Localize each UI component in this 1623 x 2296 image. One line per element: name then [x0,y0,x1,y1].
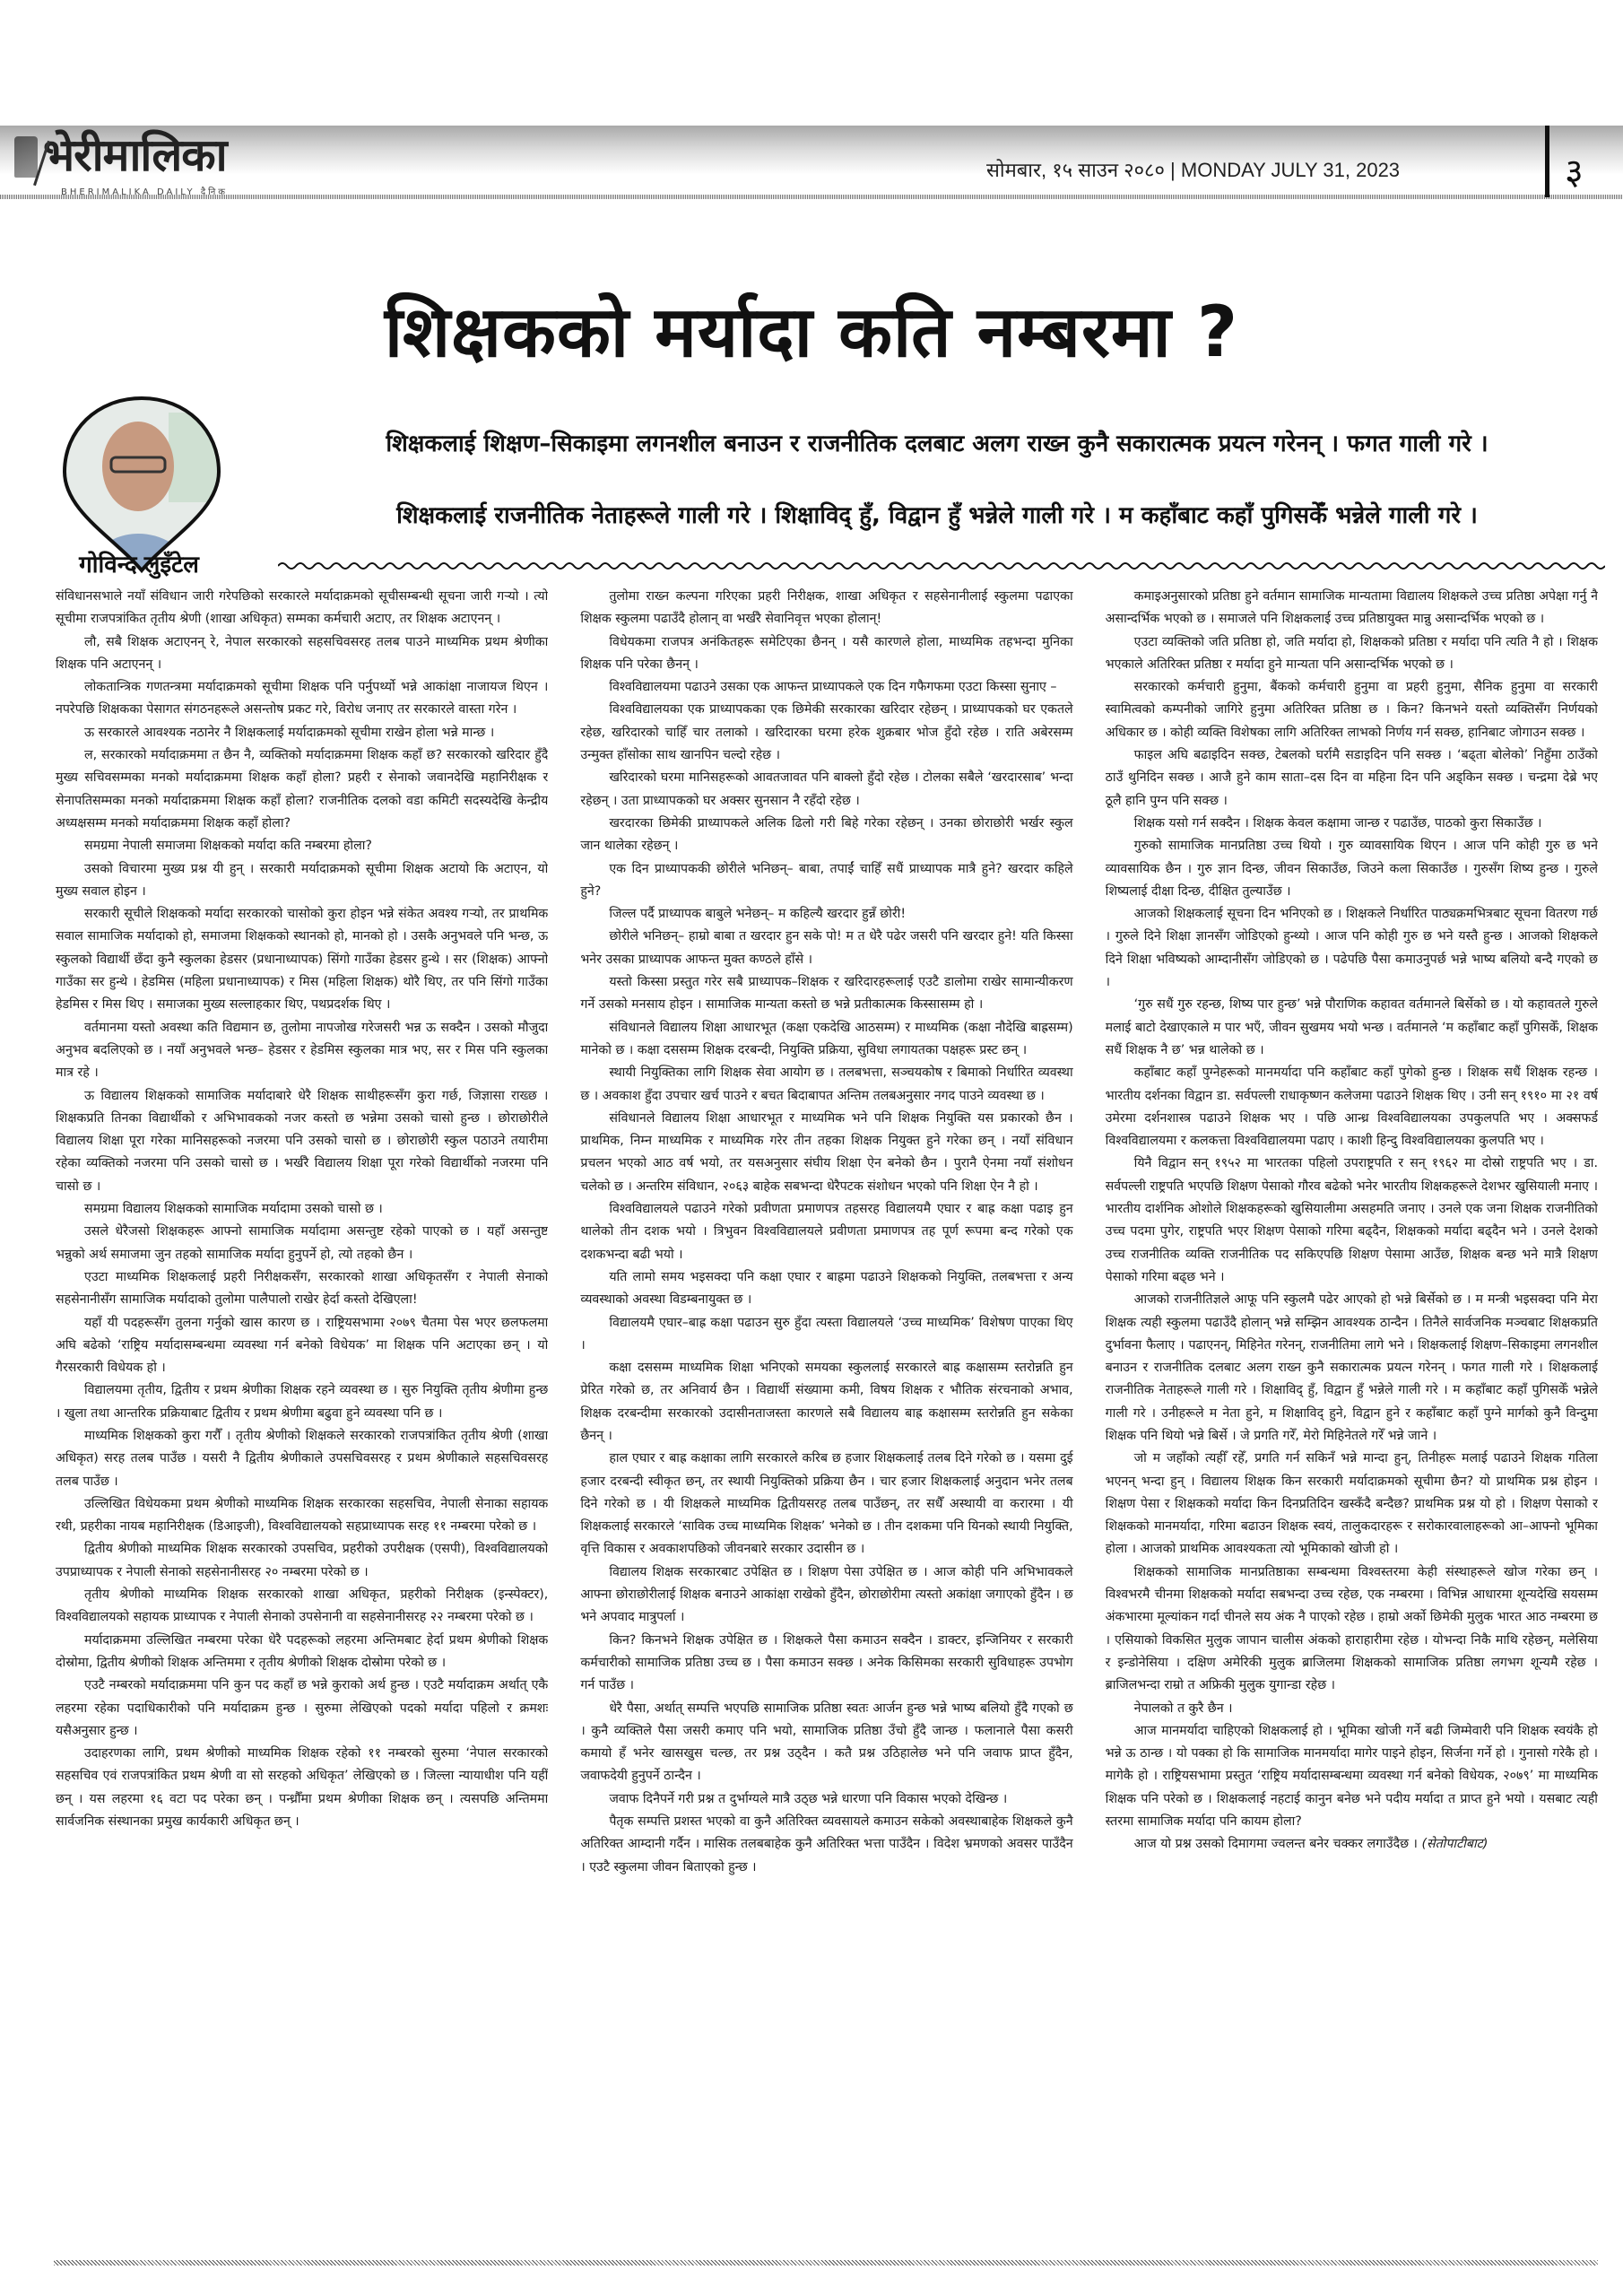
article-paragraph: विद्यालयमै एघार–बाह्र कक्षा पढाउन सुरु हुँदा त्यस्ता विद्यालयले ‘उच्च माध्यमिक’ विशेषण पाएका थिए । [580,1315,1073,1352]
article-paragraph: शिक्षकको सामाजिक मानप्रतिष्ठाका सम्बन्धमा विश्वस्तरमा केही संस्थाहरूले खोज गरेका छन् । विश्वभरमै चीनमा शिक्षकको मर्यादा सबभन्दा उच्च रहेछ, एक नम्बरमा । विभिन्न आधारमा शून्यदेखि सयसम्म अंकभारमा मूल्यांकन गर्दा चीनले सय अंक नै पाएको रहेछ । हाम्रो अर्को छिमेकी मुलुक भारत आठ नम्बरमा छ । एसियाको विकसित मुलुक जापान चालीस अंकको हाराहारीमा रहेछ । योभन्दा निकै माथि रहेछन्, मलेसिया र इन्डोनेसिया । दक्षिण अमेरिकी मुलुक ब्राजिलमा शिक्षकको सामाजिक प्रतिष्ठा लगभग शून्यमै रहेछ । ब्राजिलभन्दा राम्रो त अफ्रिकी मुलुक युगान्डा रहेछ । [1105,1564,1598,1693]
article-paragraph: तृतीय श्रेणीको माध्यमिक शिक्षक सरकारको शाखा अधिकृत, प्रहरीको निरीक्षक (इन्स्पेक्टर), विश्वविद्यालयको सहायक प्राध्यापक र नेपाली सेनाको उपसेनानी वा सहसेनानीसरह २२ नम्बरमा परेको छ । [56,1587,549,1625]
article-paragraph: विद्यालय शिक्षक सरकारबाट उपेक्षित छ । शिक्षण पेसा उपेक्षित छ । आज कोही पनि अभिभावकले आफ्ना छोराछोरीलाई शिक्षक बनाउने आकांक्षा राखेको हुँदैन, छोराछोरीमा त्यस्तो अकांक्षा जगाएको हुँदैन । छ भने अपवाद मात्रुपर्ला । [580,1564,1073,1625]
article-paragraph: धेरै पैसा, अर्थात् सम्पत्ति भएपछि सामाजिक प्रतिष्ठा स्वतः आर्जन हुन्छ भन्ने भाष्य बलियो हुँदै गएको छ । कुनै व्यक्तिले पैसा जसरी कमाए पनि भयो, सामाजिक प्रतिष्ठा उँचो हुँदै जान्छ । फलानाले पैसा कसरी कमायो हँ भनेर खासखुस चल्छ, तर प्रश्न उठ्दैन । कतै प्रश्न उठिहालेछ भने पनि जवाफ प्राप्त हुँदैन, जवाफदेयी हुनुपर्ने ठान्दैन । [580,1700,1073,1784]
pullquote: शिक्षकलाई राजनीतिक नेताहरूले गाली गरे । शिक्षाविद् हुँ, विद्वान हुँ भन्नेले गाली गरे । म कहाँबाट कहाँ पुगिसकेँ भन्नेले गाली गरे । [396,502,1478,529]
article-paragraph: विश्वविद्यालयमा पढाउने उसका एक आफन्त प्राध्यापकले एक दिन गफैगफमा एउटा किस्सा सुनाए – [609,680,1057,695]
article-paragraph: आजको शिक्षकलाई सूचना दिन भनिएको छ । शिक्षकले निर्धारित पाठ्यक्रमभित्रबाट सूचना वितरण गर्छ । गुरुले दिने शिक्षा ज्ञानसँग जोडिएको हुन्थ्यो । आज पनि कोही गुरु छ भने यस्तै हुन्छ । आजको शिक्षकले दिने शिक्षा भविष्यको आम्दानीसँग जोडिएको छ । पढेपछि पैसा कमाउनुपर्छ भन्ने भाष्य बलियो बन्दै गएको छ । [1105,907,1598,990]
article-column [56,586,548,2249]
logo-subtitle: BHERIMALIKA DAILY दैनिक [61,187,228,197]
article-paragraph: आज मानमर्यादा चाहिएको शिक्षकलाई हो । भूमिका खोजी गर्ने बढी जिम्मेवारी पनि शिक्षक स्वयंकै हो भन्ने ऊ ठान्छ । यो पक्का हो कि सामाजिक मानमर्यादा मागेर पाइने होइन, सिर्जना गर्ने हो । गुनासो गरेकै हो । मागेकै हो । राष्ट्रियसभामा प्रस्तुत ‘राष्ट्रिय मर्यादासम्बन्धमा व्यवस्था गर्न बनेको विधेयक, २०७९’ मा माध्यमिक शिक्षक पनि परेको छ । शिक्षकलाई नहटाई कानुन बनेछ भने पदीय मर्यादा त प्राप्त हुने भयो । यसबाट त्यही स्तरमा सामाजिक मर्यादा पनि कायम होला? [1105,1723,1598,1830]
article-body [56,586,1598,2249]
source-credit: (सेतोपाटीबाट) [1421,1837,1488,1852]
article-paragraph: एउटा माध्यमिक शिक्षकलाई प्रहरी निरीक्षकसँग, सरकारको शाखा अधिकृतसँग र नेपाली सेनाको सहसेनानीसँग सामाजिक मर्यादाको तुलोमा पालैपालो राखेर हेर्दा कस्तो देखिएला! [56,1269,549,1308]
issue-date [986,156,1400,183]
article-paragraph: लोकतान्त्रिक गणतन्त्रमा मर्यादाक्रमको सूचीमा शिक्षक पनि पर्नुपर्थ्यो भन्ने आकांक्षा नाजायज थिएन । नपरेपछि शिक्षकका पेसागत संगठनहरूले असन्तोष प्रकट गरे, विरोध जनाए तर सरकारले वास्ता गरेन । [56,680,549,718]
article-paragraph: गुरुको सामाजिक मानप्रतिष्ठा उच्च थियो । गुरु व्यावसायिक थिएन । आज पनि कोही गुरु छ भने व्यावसायिक छैन । गुरु ज्ञान दिन्छ, जीवन सिकाउँछ, जिउने कला सिकाउँछ । गुरुसँग शिष्य हुन्छ । गुरुले शिष्यलाई दीक्षा दिन्छ, दीक्षित तुल्याउँछ । [1105,839,1598,899]
article-paragraph: यस्तो किस्सा प्रस्तुत गरेर सबै प्राध्यापक–शिक्षक र खरिदारहरूलाई एउटै डालोमा राखेर सामान्यीकरण गर्ने उसको मनसाय होइन । सामाजिक मान्यता कस्तो छ भन्ने प्रतीकात्मक किस्सासम्म हो । [580,975,1073,1013]
article-paragraph: ऊ विद्यालय शिक्षकको सामाजिक मर्यादाबारे धेरै शिक्षक साथीहरूसँग कुरा गर्छ, जिज्ञासा राख्छ । शिक्षकप्रति तिनका विद्यार्थीको र अभिभावकको नजर कस्तो छ भन्नेमा उसको चासो हुन्छ । छोराछोरीले विद्यालय शिक्षा पूरा गरेका मानिसहरूको नजरमा पनि उसको चासो छ । छोराछोरी स्कुल पठाउने तयारीमा रहेका व्यक्तिको नजरमा पनि उसको चासो छ । भर्खरै विद्यालय शिक्षा पूरा गरेको विद्यार्थीको नजरमा पनि चासो छ । [56,1088,549,1194]
article-paragraph: जिल्ल पर्दै प्राध्यापक बाबुले भनेछन्– म कहिल्यै खरदार हुन्नँ छोरी! [609,907,907,922]
article-paragraph: खरिदारको घरमा मानिसहरूको आवतजावत पनि बाक्लो हुँदो रहेछ । टोलका सबैले ‘खरदारसाब’ भन्दा रहेछन् । उता प्राध्यापकको घर अक्सर सुनसान नै रहँदो रहेछ । [580,770,1073,808]
article-paragraph: कहाँबाट कहाँ पुग्नेहरूको मानमर्यादा पनि कहाँबाट कहाँ पुगेको हुन्छ । शिक्षक सधैं शिक्षक रहन्छ । भारतीय दर्शनका विद्वान डा. सर्वपल्ली राधाकृष्णन कलेजमा पढाउने शिक्षक थिए । उनी सन् १९१० मा २१ वर्ष उमेरमा दर्शनशास्त्र पढाउने शिक्षक भए । पछि आन्ध्र विश्वविद्यालयका उपकुलपति भए । अक्सफर्ड विश्वविद्यालयमा र कलकत्ता विश्वविद्यालयमा पढाए । काशी हिन्दु विश्वविद्यालयका कुलपति भए । [1105,1065,1598,1149]
article-paragraph: एउटै नम्बरको मर्यादाक्रममा पनि कुन पद कहाँ छ भन्ने कुराको अर्थ हुन्छ । एउटै मर्यादाक्रम अर्थात् एकै लहरमा रहेका पदाधिकारीको पनि मर्यादाक्रम हुन्छ । सुरुमा लेखिएको पदको मर्यादा पहिलो र क्रमशः यसैअनुसार हुन्छ । [56,1678,549,1738]
quill-icon [14,136,38,178]
article-paragraph: संविधानले विद्यालय शिक्षा आधारभूत र माध्यमिक भने पनि शिक्षक नियुक्ति यस प्रकारको छैन । प्राथमिक, निम्न माध्यमिक र माध्यमिक गरेर तीन तहका शिक्षक नियुक्त हुने गरेका छन् । नयाँ संविधान प्रचलन भएको आठ वर्ष भयो, तर यसअनुसार संघीय शिक्षा ऐन बनेको छैन । पुरानै ऐनमा नयाँ संशोधन चलेको छ । अन्तरिम संविधान, २०६३ बाहेक सबभन्दा धेरैपटक संशोधन भएको पनि शिक्षा ऐन नै हो । [580,1110,1073,1194]
article-paragraph: उदाहरणका लागि, प्रथम श्रेणीको माध्यमिक शिक्षक रहेको ११ नम्बरको सुरुमा ‘नेपाल सरकारको सहसचिव एवं राजपत्रांकित प्रथम श्रेणी वा सो सरहको अधिकृत’ लेखिएको छ । जिल्ला न्यायाधीश पनि यहीँ छन् । यस लहरमा १६ वटा पद परेका छन् । पन्ध्रौँमा प्रथम श्रेणीका शिक्षक छन् । त्यसपछि अन्तिममा सार्वजनिक संस्थानका प्रमुख कार्यकारी अधिकृत छन् । [56,1746,549,1830]
article-paragraph: वर्तमानमा यस्तो अवस्था कति विद्यमान छ, तुलोमा नापजोख गरेजसरी भन्न ऊ सक्दैन । उसको मौजुदा अनुभव बदलिएको छ । नयाँ अनुभवले भन्छ– हेडसर र हेडमिस स्कुलका मात्र भए, सर र मिस पनि स्कुलका मात्र रहे । [56,1020,549,1081]
newspaper-logo[interactable] [14,128,228,197]
article-paragraph: माध्यमिक शिक्षकको कुरा गरौँ । तृतीय श्रेणीको शिक्षकले सरकारको राजपत्रांकित तृतीय श्रेणी (शाखा अधिकृत) सरह तलब पाउँछ । यसरी नै द्वितीय श्रेणीकाले उपसचिवसरह र प्रथम श्रेणीकाले सहसचिवसरह तलब पाउँछ । [56,1428,549,1489]
author-name: गोविन्द लुइँटेल [79,552,199,578]
footer-rule [54,2260,1598,2266]
article-paragraph: मर्यादाक्रममा उल्लिखित नम्बरमा परेका धेरै पदहरूको लहरमा अन्तिमबाट हेर्दा प्रथम श्रेणीको शिक्षक दोस्रोमा, द्वितीय श्रेणीको शिक्षक अन्तिममा र तृतीय श्रेणीको शिक्षक दोस्रोमा परेको छ । [56,1632,549,1670]
article-paragraph: यिनै विद्वान सन् १९५२ मा भारतका पहिलो उपराष्ट्रपति र सन् १९६२ मा दोस्रो राष्ट्रपति भए । डा. सर्वपल्ली राष्ट्रपति भएपछि शिक्षण पेसाको गौरव बढेको भनेर भारतीय शिक्षकहरूले देशभर खुसियाली मनाए । भारतीय दार्शनिक ओशोले शिक्षकहरूको खुसियालीमा असहमति जनाए । उनले एक जना शिक्षक राजनीतिको उच्च पदमा पुगेर, राष्ट्रपति भएर शिक्षण पेसाको गरिमा बढ्दैन, शिक्षकको मर्यादा बढ्दैन भने । उनले देशको उच्च राजनीतिक व्यक्ति राजनीतिक पद सकिएपछि शिक्षण पेसामा आउँछ, शिक्षक बन्छ भने मात्रै शिक्षण पेसाको गरिमा बढ्छ भने । [1105,1156,1598,1284]
article-column [580,586,1072,2249]
page-number: ३ [1565,152,1584,193]
date-english: | MONDAY JULY 31, 2023 [1170,159,1401,181]
article-paragraph: हाल एघार र बाह्र कक्षाका लागि सरकारले करिब छ हजार शिक्षकलाई तलब दिने गरेको छ । यसमा दुई हजार दरबन्दी स्वीकृत छन्, तर स्थायी नियुक्तिको प्रक्रिया छैन । चार हजार शिक्षकलाई अनुदान भनेर तलब दिने गरेको छ । यी शिक्षकले माध्यमिक द्वितीयसरह तलब पाउँछन्, तर सधैँ अस्थायी वा करारमा । यी शिक्षकलाई सरकारले ‘साविक उच्च माध्यमिक शिक्षक’ भनेको छ । तीन दशकमा पनि यिनको स्थायी नियुक्ति, वृत्ति विकास र अवकाशपछिको जीवनबारे सरकार उदासीन छ । [580,1451,1073,1557]
masthead-rule [0,195,1623,199]
article-paragraph: आज यो प्रश्न उसको दिमागमा ज्वलन्त बनेर चक्कर लगाउँदैछ । (सेतोपाटीबाट) [1133,1837,1488,1852]
article-paragraph: यति लामो समय भइसक्दा पनि कक्षा एघार र बाह्रमा पढाउने शिक्षकको नियुक्ति, तलबभत्ता र अन्य व्यवस्थाको अवस्था विडम्बनायुक्त छ । [580,1269,1073,1308]
article-paragraph: द्वितीय श्रेणीको माध्यमिक शिक्षक सरकारको उपसचिव, प्रहरीको उपरीक्षक (एसपी), विश्वविद्यालयको उपप्राध्यापक र नेपाली सेनाको सहसेनानीसरह २० नम्बरमा परेको छ । [56,1542,549,1579]
article-paragraph: स्थायी नियुक्तिका लागि शिक्षक सेवा आयोग छ । तलबभत्ता, सञ्चयकोष र बिमाको निर्धारित व्यवस्था छ । अवकाश हुँदा उपचार खर्च पाउने र बचत बिदाबापत अन्तिम तलबअनुसार नगद पाउने व्यवस्था छ । [580,1065,1073,1103]
article-paragraph: समग्रमा विद्यालय शिक्षकको सामाजिक मर्यादामा उसको चासो छ । [84,1202,383,1217]
article-paragraph: छोरीले भनिछन्– हाम्रो बाबा त खरदार हुन सके पो! म त धेरै पढेर जसरी पनि खरदार हुने! यति किस्सा भनेर उसका प्राध्यापक आफन्त मुक्त कण्ठले हाँसे । [580,929,1073,967]
wavy-divider [278,560,1605,572]
article-paragraph: संविधानले विद्यालय शिक्षा आधारभूत (कक्षा एकदेखि आठसम्म) र माध्यमिक (कक्षा नौदेखि बाह्रसम्म) मानेको छ । कक्षा दससम्म शिक्षक दरबन्दी, नियुक्ति प्रक्रिया, सुविधा लगायतका पक्षहरू प्रस्ट छन् । [580,1020,1073,1057]
article-paragraph: पैतृक सम्पत्ति प्रशस्त भएको वा कुनै अतिरिक्त व्यवसायले कमाउन सकेको अवस्थाबाहेक शिक्षकले कुनै अतिरिक्त आम्दानी गर्दैन । मासिक तलबबाहेक कुनै अतिरिक्त भत्ता पाउँदैन । विदेश भ्रमणको अवसर पाउँदैन । एउटै स्कुलमा जीवन बिताएको हुन्छ । [580,1814,1073,1874]
article-column [1106,586,1598,2249]
article-paragraph: आजको राजनीतिज्ञले आफू पनि स्कुलमै पढेर आएको हो भन्ने बिर्सेको छ । म मन्त्री भइसक्दा पनि मेरा शिक्षक त्यही स्कुलमा पढाउँदै होलान् भन्ने सम्झिन आवश्यक ठान्दैन । तिनैले सार्वजनिक मञ्चबाट शिक्षकप्रति दुर्भावना फैलाए । पढाएनन्, मिहिनेत गरेनन्, राजनीतिमा लागे भने । शिक्षकलाई शिक्षण–सिकाइमा लगनशील बनाउन र राजनीतिक दलबाट अलग राख्न कुनै सकारात्मक प्रयत्न गरेनन् । फगत गाली गरे । शिक्षकलाई राजनीतिक नेताहरूले गाली गरे । शिक्षाविद् हुँ, विद्वान हुँ भन्नेले गाली गरे । म कहाँबाट कहाँ पुगिसकेँ भन्नेले गाली गरे । उनीहरूले म नेता हुने, म शिक्षाविद् हुने, विद्वान हुने र कहाँबाट कहाँ पुग्ने मार्गको कुनै विन्दुमा शिक्षक पनि थियो भन्ने बिर्से । जे प्रगति गरेँ, मेरो मिहिनेतले गरेँ भन्ने जाने । [1105,1292,1598,1443]
article-paragraph: किन? किनभने शिक्षक उपेक्षित छ । शिक्षकले पैसा कमाउन सक्दैन । डाक्टर, इन्जिनियर र सरकारी कर्मचारीको सामाजिक प्रतिष्ठा उच्च छ । पैसा कमाउन सक्छ । अनेक किसिमका सरकारी सुविधाहरू उपभोग गर्न पाउँछ । [580,1632,1073,1693]
article-paragraph: संविधानसभाले नयाँ संविधान जारी गरेपछिको सरकारले मर्यादाक्रमको सूचीसम्बन्धी सूचना जारी गर्‍यो । त्यो सूचीमा राजपत्रांकित तृतीय श्रेणी (शाखा अधिकृत) सम्मका कर्मचारी अटाए, तर शिक्षक अटाएनन् । [56,589,549,627]
article-paragraph: विश्वविद्यालयका एक प्राध्यापकका एक छिमेकी सरकारका खरिदार रहेछन् । प्राध्यापकको घर एकतले रहेछ, खरिदारको चाहिँ चार तलाको । खरिदारका घरमा हरेक शुक्रबार भोज हुँदो रहेछ । राति अबेरसम्म उन्मुक्त हाँसोका साथ खानपिन चल्दो रहेछ । [580,702,1073,763]
article-paragraph: फाइल अघि बढाइदिन सक्छ, टेबलको घर्रामै सडाइदिन पनि सक्छ । ‘बढ्ता बोलेको’ निहुँमा ठाउँको ठाउँ थुनिदिन सक्छ । आजै हुने काम साता–दस दिन वा महिना दिन पनि अड्किन सक्छ । चन्द्रमा देब्रे भए ठूलै हानि पुग्न पनि सक्छ । [1105,748,1598,808]
article-paragraph: एउटा व्यक्तिको जति प्रतिष्ठा हो, जति मर्यादा हो, शिक्षकको प्रतिष्ठा र मर्यादा पनि त्यति नै हो । शिक्षक भएकाले अतिरिक्त प्रतिष्ठा र मर्यादा हुने मान्यता पनि असान्दर्भिक भएको छ । [1105,634,1598,672]
article-paragraph: ल, सरकारको मर्यादाक्रममा त छैन नै, व्यक्तिको मर्यादाक्रममा शिक्षक कहाँ छ? सरकारको खरिदार हुँदै मुख्य सचिवसम्मका मनको मर्यादाक्रममा शिक्षक कहाँ होला? प्रहरी र सेनाको जवानदेखि महानिरीक्षक र सेनापतिसम्मका मनको मर्यादाक्रममा शिक्षक कहाँ होला? राजनीतिक दलको वडा कमिटी सदस्यदेखि केन्द्रीय अध्यक्षसम्म मनको मर्यादाक्रममा शिक्षक कहाँ होला? [56,748,549,831]
article-paragraph: सरकारी सूचीले शिक्षकको मर्यादा सरकारको चासोको कुरा होइन भन्ने संकेत अवश्य गर्‍यो, तर प्राथमिक सवाल सामाजिक मर्यादाको हो, समाजमा शिक्षकको स्थानको हो, मानको हो । उसकै अनुभवले पनि भन्छ, ऊ स्कुलको विद्यार्थी छँदा कुनै स्कुलका हेडसर (प्रधानाध्यापक) सिंगो गाउँका हेडसर हुन्थे । सर (शिक्षक) आफ्नो गाउँका सर हुन्थे । हेडमिस (महिला प्रधानाध्यापक) र मिस (महिला शिक्षक) थोरै थिए, तर पनि सिंगो गाउँका हेडमिस र मिस थिए । समाजका मुख्य सल्लाहकार थिए, पथप्रदर्शक थिए । [56,907,549,1013]
article-headline: शिक्षकको मर्यादा कति नम्बरमा ? [384,292,1239,374]
article-paragraph: विधेयकमा राजपत्र अनंकितहरू समेटिएका छैनन् । यसै कारणले होला, माध्यमिक तहभन्दा मुनिका शिक्षक पनि परेका छैनन् । [580,634,1073,672]
date-nepali: सोमबार, १५ साउन २०८० [986,159,1165,181]
article-paragraph: कक्षा दससम्म माध्यमिक शिक्षा भनिएको समयका स्कुललाई सरकारले बाह्र कक्षासम्म स्तरोन्नति हुन प्रेरित गरेको छ, तर अनिवार्य छैन । विद्यार्थी संख्यामा कमी, विषय शिक्षक र भौतिक संरचनाको अभाव, शिक्षक दरबन्दीमा सरकारको उदासीनताजस्ता कारणले सबै विद्यालय बाह्र कक्षासम्म स्तरोन्नति हुन सकेका छैनन् । [580,1361,1073,1443]
article-paragraph: उल्लिखित विधेयकमा प्रथम श्रेणीको माध्यमिक शिक्षक सरकारका सहसचिव, नेपाली सेनाका सहायक रथी, प्रहरीका नायब महानिरीक्षक (डिआइजी), विश्वविद्यालयको सहप्राध्यापक सरह ११ नम्बरमा परेको छ । [56,1496,549,1535]
article-paragraph: विश्वविद्यालयले पढाउने गरेको प्रवीणता प्रमाणपत्र तहसरह विद्यालयमै एघार र बाह्र कक्षा पढाइ हुन थालेको तीन दशक भयो । त्रिभुवन विश्वविद्यालयले प्रवीणता प्रमाणपत्र तह पूर्ण रूपमा बन्द गरेको एक दशकभन्दा बढी भयो । [580,1202,1073,1262]
article-paragraph: कमाइअनुसारको प्रतिष्ठा हुने वर्तमान सामाजिक मान्यतामा विद्यालय शिक्षकले उच्च प्रतिष्ठा अपेक्षा गर्नु नै असान्दर्भिक भएको छ । समाजले पनि शिक्षकलाई उच्च प्रतिष्ठायुक्त मान्नु असान्दर्भिक भएको छ । [1105,589,1598,627]
pullquote: शिक्षकलाई शिक्षण–सिकाइमा लगनशील बनाउन र राजनीतिक दलबाट अलग राख्न कुनै सकारात्मक प्रयत्न गरेनन् । फगत गाली गरे । [386,430,1488,457]
article-paragraph: खरदारका छिमेकी प्राध्यापकले अलिक ढिलो गरी बिहे गरेका रहेछन् । उनका छोराछोरी भर्खर स्कुल जान थालेका रहेछन् । [580,815,1073,854]
article-paragraph: उसले धेरैजसो शिक्षकहरू आफ्नो सामाजिक मर्यादामा असन्तुष्ट रहेको पाएको छ । यहाँ असन्तुष्ट भन्नुको अर्थ समाजमा जुन तहको सामाजिक मर्यादा हुनुपर्ने हो, त्यो तहको छैन । [56,1224,549,1262]
article-paragraph: एक दिन प्राध्यापककी छोरीले भनिछन्– बाबा, तपाईं चाहिँ सधैं प्राध्यापक मात्रै हुने? खरदार कहिले हुने? [580,861,1073,899]
article-paragraph: विद्यालयमा तृतीय, द्वितीय र प्रथम श्रेणीका शिक्षक रहने व्यवस्था छ । सुरु नियुक्ति तृतीय श्रेणीमा हुन्छ । खुला तथा आन्तरिक प्रक्रियाबाट द्वितीय र प्रथम श्रेणीमा बढुवा हुने व्यवस्था पनि छ । [56,1383,549,1421]
article-paragraph: शिक्षक यसो गर्न सक्दैन । शिक्षक केवल कक्षामा जान्छ र पढाउँछ, पाठको कुरा सिकाउँछ । [1133,815,1542,831]
logo-text: भेरीमालिका [43,128,227,181]
article-paragraph: ‘गुरु सधैं गुरु रहन्छ, शिष्य पार हुन्छ’ भन्ने पौराणिक कहावत वर्तमानले बिर्सेको छ । यो कहावतले गुरुले मलाई बाटो देखाएकाले म पार भएँ, जीवन सुखमय भयो भन्छ । वर्तमानले ‘म कहाँबाट कहाँ पुगिसकेँ, शिक्षक सधैं शिक्षक नै छ’ भन्न थालेको छ । [1105,997,1598,1057]
article-paragraph: उसको विचारमा मुख्य प्रश्न यी हुन् । सरकारी मर्यादाक्रमको सूचीमा शिक्षक अटायो कि अटाएन, यो मुख्य सवाल होइन । [56,861,549,899]
article-paragraph: ऊ सरकारले आवश्यक नठानेर नै शिक्षकलाई मर्यादाक्रमको सूचीमा राखेन होला भन्ने मान्छ । [84,725,495,740]
article-paragraph: जो म जहाँको त्यहीँ रहेँ, प्रगति गर्न सकिनँ भन्ने मान्दा हुन्, तिनीहरू मलाई पढाउने शिक्षक गतिला भएनन् भन्दा हुन् । विद्यालय शिक्षक किन सरकारी मर्यादाक्रमको सूचीमा छैन? यो प्राथमिक प्रश्न होइन । शिक्षण पेसा र शिक्षकको मर्यादा किन दिनप्रतिदिन खस्कँदै बन्दैछ? प्राथमिक प्रश्न यो हो । शिक्षण पेसाको र शिक्षकको मानमर्यादा, गरिमा बढाउन शिक्षक स्वयं, तालुकदारहरू र सरोकारवालाहरूको आ–आफ्नो भूमिका होला । आजको प्राथमिक आवश्यकता त्यो भूमिकाको खोजी हो । [1105,1451,1598,1557]
article-paragraph: तुलोमा राख्न कल्पना गरिएका प्रहरी निरीक्षक, शाखा अधिकृत र सहसेनानीलाई स्कुलमा पढाएका शिक्षक स्कुलमा पढाउँदै होलान् वा भर्खरै सेवानिवृत्त भएका होलान्! [580,589,1073,627]
article-paragraph: सरकारको कर्मचारी हुनुमा, बैंकको कर्मचारी हुनुमा वा प्रहरी हुनुमा, सैनिक हुनुमा वा सरकारी स्वामित्वको कम्पनीको जागिरे हुनुमा अतिरिक्त प्रतिष्ठा छ । किन? किनभने यस्तो व्यक्तिसँग निर्णयको अधिकार छ । कोही व्यक्ति विशेषका लागि अतिरिक्त लाभको निर्णय गर्न सक्छ, हानिबाट जोगाउन सक्छ । [1105,680,1598,740]
page-number-divider [1545,126,1549,197]
article-paragraph: समग्रमा नेपाली समाजमा शिक्षकको मर्यादा कति नम्बरमा होला? [84,839,372,854]
article-paragraph: नेपालको त कुरै छैन । [1133,1700,1233,1716]
article-paragraph: लौ, सबै शिक्षक अटाएनन् रे, नेपाल सरकारको सहसचिवसरह तलब पाउने माध्यमिक प्रथम श्रेणीका शिक्षक पनि अटाएनन् । [56,634,549,672]
article-paragraph: जवाफ दिनैपर्ने गरी प्रश्न त दुर्भाग्यले मात्रै उठ्छ भन्ने धारणा पनि विकास भएको देखिन्छ । [609,1791,1008,1806]
article-paragraph: यहाँ यी पदहरूसँग तुलना गर्नुको खास कारण छ । राष्ट्रियसभामा २०७९ चैतमा पेस भएर छलफलमा अघि बढेको ‘राष्ट्रिय मर्यादासम्बन्धमा व्यवस्था गर्न बनेको विधेयक’ मा शिक्षक पनि अटाएका छन् । यो गैरसरकारी विधेयक हो । [56,1315,549,1376]
